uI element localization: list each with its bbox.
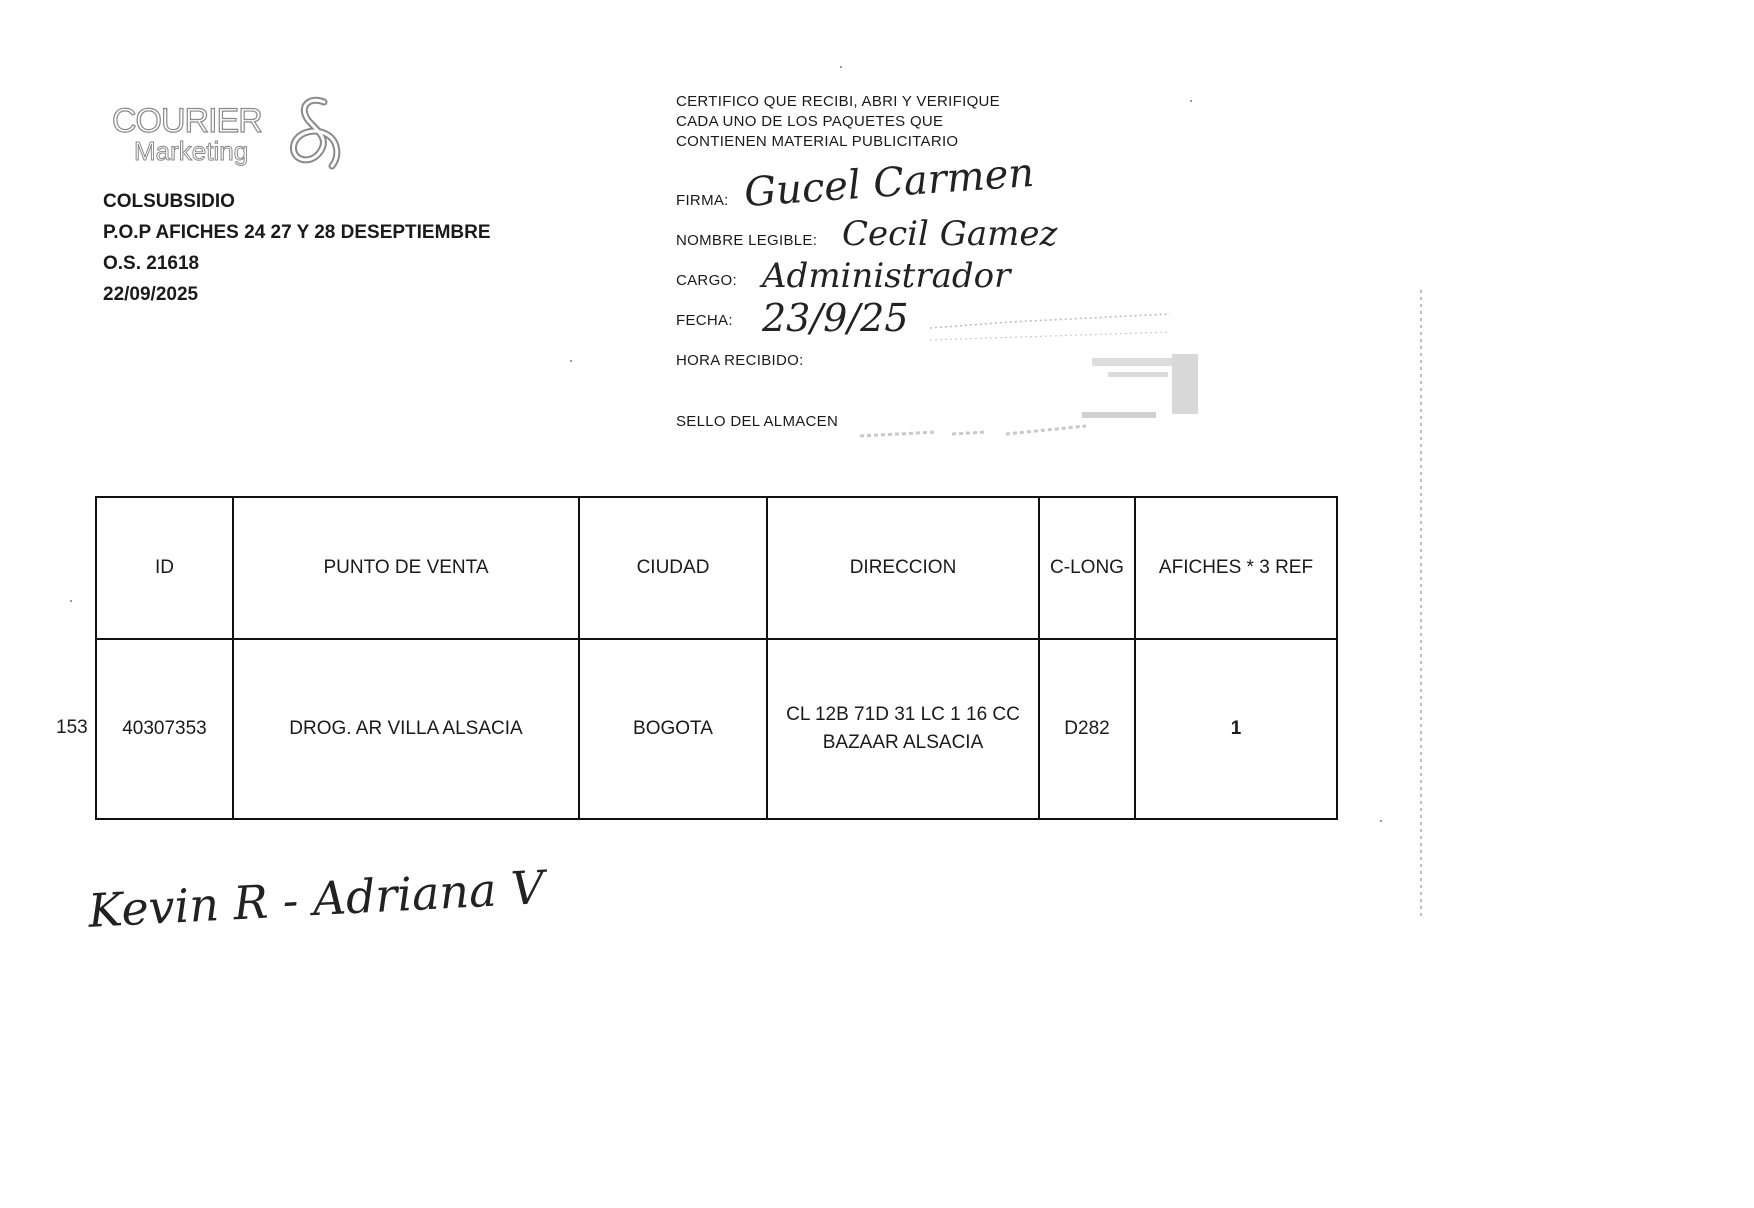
direccion-line-2: BAZAAR ALSACIA — [822, 732, 984, 753]
company-name: COLSUBSIDIO — [103, 191, 235, 212]
order-number: O.S. 21618 — [103, 253, 200, 274]
order-date: 22/09/2025 — [103, 284, 199, 305]
scan-speck — [570, 360, 572, 362]
cell-punto-de-venta: DROG. AR VILLA ALSACIA — [233, 639, 579, 819]
cell-direccion — [767, 639, 1039, 819]
cargo-label: CARGO: — [676, 272, 737, 289]
table-header-row — [96, 497, 1337, 639]
cell-afiches: 1 — [1135, 639, 1337, 819]
col-header-punto-de-venta: PUNTO DE VENTA — [233, 497, 579, 639]
scan-edge-line — [1420, 290, 1422, 920]
cell-ciudad: BOGOTA — [579, 639, 767, 819]
certification-text — [676, 92, 1000, 152]
fecha-label: FECHA: — [676, 312, 733, 329]
logo-word-marketing: Marketing — [134, 136, 249, 166]
scan-speck — [840, 66, 842, 68]
logo-word-courier: COURIER — [112, 102, 262, 140]
sello-label: SELLO DEL ALMACEN — [676, 413, 839, 430]
col-header-direccion: DIRECCION — [767, 497, 1039, 639]
courier-marketing-logo — [112, 94, 342, 174]
direccion-line-1: CL 12B 71D 31 LC 1 16 CC — [786, 704, 1020, 725]
footer-signature: Kevin R - Adriana V — [86, 860, 546, 938]
row-number: 153 — [56, 717, 88, 738]
scan-speck — [1380, 820, 1382, 822]
nombre-value: Cecil Gamez — [842, 214, 1058, 254]
hora-label: HORA RECIBIDO: — [676, 352, 804, 369]
col-header-c-long: C-LONG — [1039, 497, 1135, 639]
ampersand-logo-icon — [280, 94, 350, 174]
col-header-id: ID — [96, 497, 233, 639]
cargo-value: Administrador — [762, 256, 1011, 296]
col-header-ciudad: CIUDAD — [579, 497, 767, 639]
scan-speck — [70, 600, 72, 602]
warehouse-stamp-icon — [1082, 350, 1212, 430]
delivery-table — [95, 496, 1338, 820]
cell-c-long: D282 — [1039, 639, 1135, 819]
cell-id: 40307353 — [96, 639, 233, 819]
firma-label: FIRMA: — [676, 192, 729, 209]
cert-line-3: CONTIENEN MATERIAL PUBLICITARIO — [676, 133, 959, 150]
stamp-faint-text — [856, 418, 1096, 448]
cert-line-1: CERTIFICO QUE RECIBI, ABRI Y VERIFIQUE — [676, 93, 1000, 110]
order-info — [103, 186, 491, 310]
firma-signature: Gucel Carmen — [742, 149, 1036, 217]
col-header-afiches: AFICHES * 3 REF — [1135, 497, 1337, 639]
table-row — [96, 639, 1337, 819]
nombre-label: NOMBRE LEGIBLE: — [676, 232, 818, 249]
order-description: P.O.P AFICHES 24 27 Y 28 DESEPTIEMBRE — [103, 222, 491, 243]
fecha-value: 23/9/25 — [762, 296, 909, 340]
scan-speck — [1190, 100, 1192, 102]
cert-line-2: CADA UNO DE LOS PAQUETES QUE — [676, 113, 944, 130]
